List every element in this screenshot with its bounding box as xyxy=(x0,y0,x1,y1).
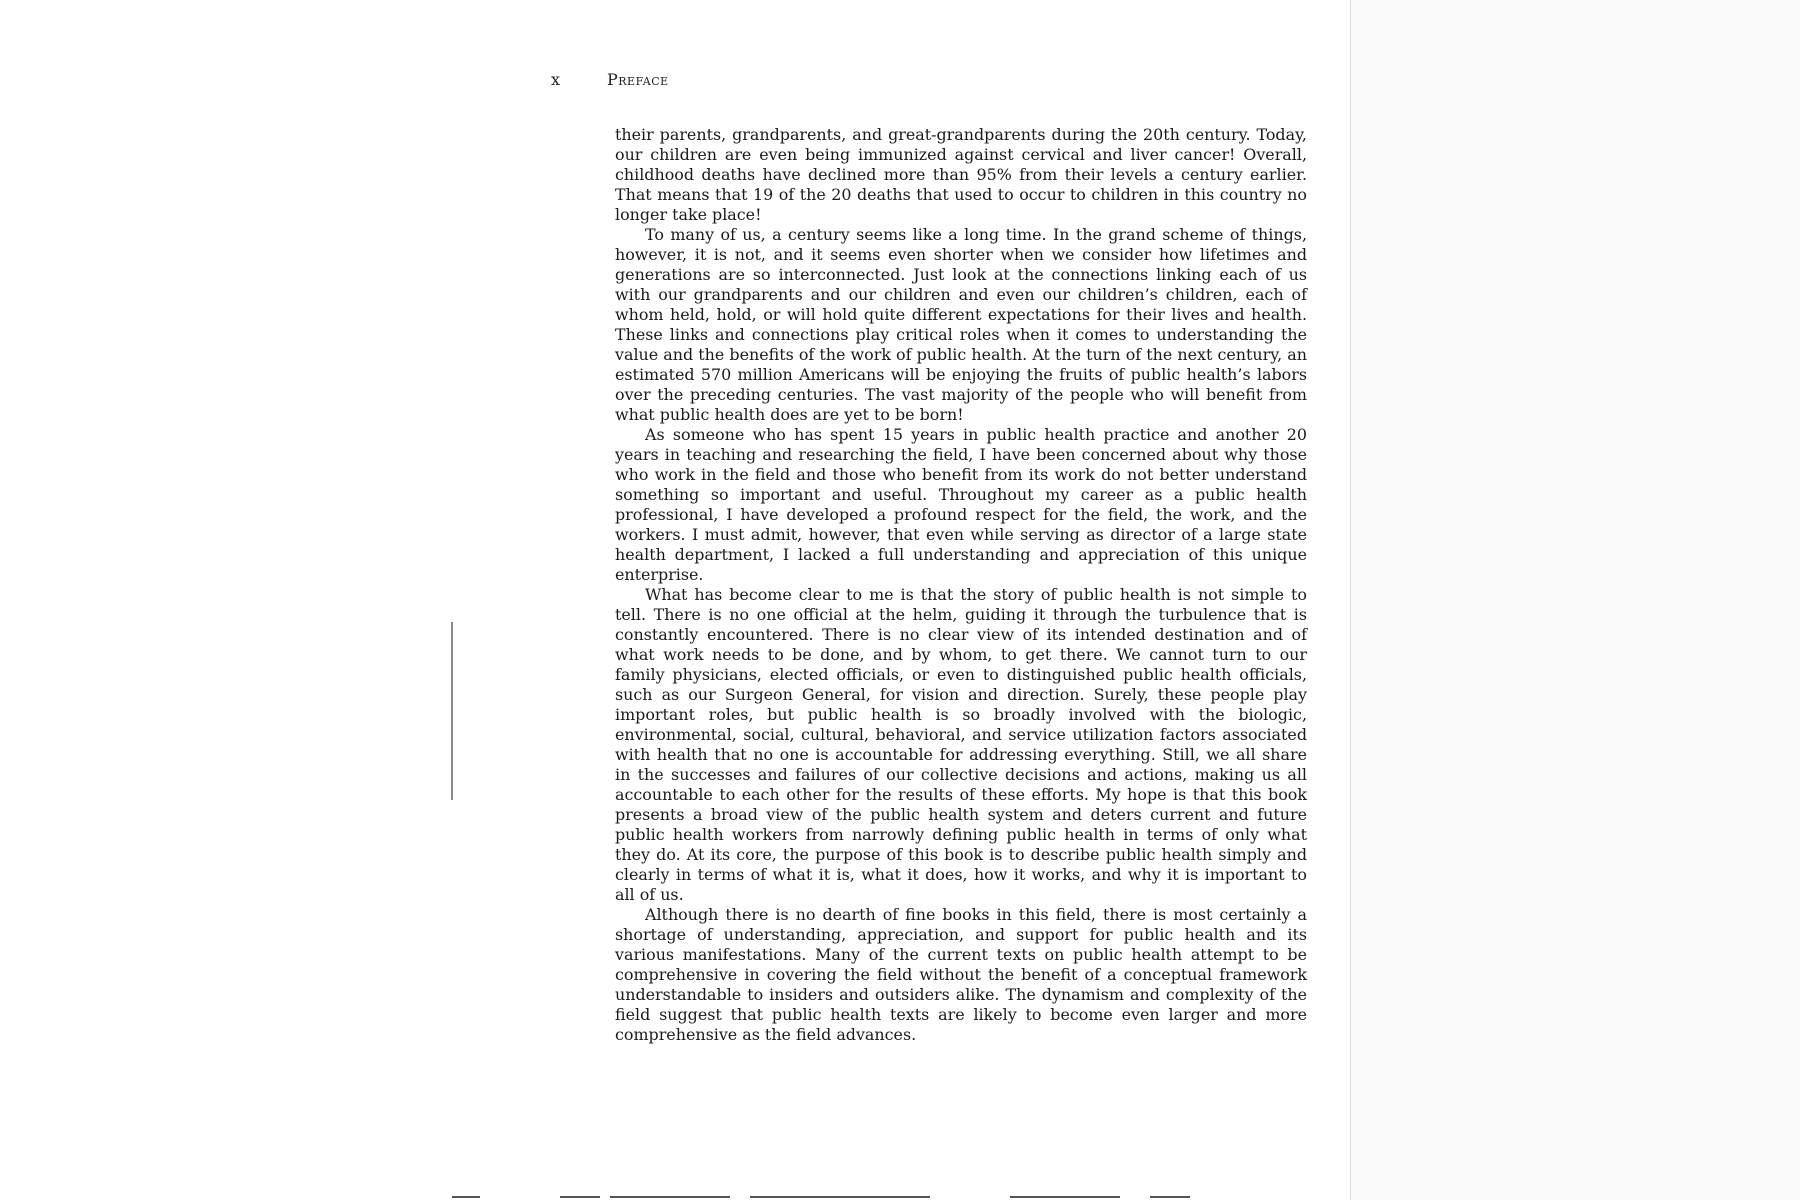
running-head: Preface xyxy=(607,70,669,89)
scan-mark xyxy=(1150,1196,1190,1198)
scan-mark xyxy=(452,1196,480,1198)
page-number: x xyxy=(551,70,561,89)
paragraph: To many of us, a century seems like a long time. In the grand scheme of things, however, it is not, and it seems even shorter when we consider how lifetimes and generations are so interconnected. Just look at the connections linking each of us with our grandparents and our children and even our children’s children, each of whom held, hold, or will hold quite different expectations for their lives and health. These links and connections play critical roles when it comes to understanding the value and the benefits of the work of public health. At the turn of the next century, an estimated 570 million Americans will be enjoying the fruits of public health’s labors over the preceding centuries. The vast majority of the people who will benefit from what public health does are yet to be born! xyxy=(615,225,1307,424)
paragraph: As someone who has spent 15 years in public health practice and another 20 years in teaching and researching the field, I have been concerned about why those who work in the field and those who benefit from its work do not better understand something so important and useful. Throughout my career as a public health professional, I have developed a profound respect for the field, the work, and the workers. I must admit, however, that even while serving as director of a large state health department, I lacked a full understanding and appreciation of this unique enterprise. xyxy=(615,425,1307,584)
scan-mark xyxy=(610,1196,730,1198)
scan-mark xyxy=(750,1196,930,1198)
paragraph: What has become clear to me is that the story of public health is not simple to tell. There is no one official at the helm, guiding it through the turbulence that is constantly encountered. There is no clear view of its intended destination and of what work needs to be done, and by whom, to get there. We cannot turn to our family physicians, elected officials, or even to distinguished public health officials, such as our Surgeon General, for vision and direction. Surely, these people play important roles, but public health is so broadly involved with the biologic, environmental, social, cultural, behavioral, and service utilization factors associated with health that no one is accountable for addressing everything. Still, we all share in the successes and failures of our collective decisions and actions, making us all accountable to each other for the results of these efforts. My hope is that this book presents a broad view of the public health system and deters current and future public health workers from narrowly defining public health in terms of only what they do. At its core, the purpose of this book is to describe public health simply and clearly in terms of what it is, what it does, how it works, and why it is important to all of us. xyxy=(615,585,1307,904)
paragraph-continued: their parents, grandparents, and great-grandparents during the 20th century. Today, our children are even being immunized against cervical and liver cancer! Overall, childhood deaths have declined more than 95% from their levels a century earlier. That means that 19 of the 20 deaths that used to occur to children in this country no longer take place! xyxy=(615,125,1307,224)
scan-edge-marks xyxy=(450,1196,1350,1199)
scan-mark xyxy=(1010,1196,1120,1198)
margin-rule xyxy=(451,622,453,800)
scan-mark xyxy=(560,1196,600,1198)
paragraph: Although there is no dearth of fine books in this field, there is most certainly a shortage of understanding, appreciation, and support for public health and its various manifestations. Many of the current texts on public health attempt to be comprehensive in covering the field without the benefit of a conceptual framework understandable to insiders and outsiders alike. The dynamism and complexity of the field suggest that public health texts are likely to become even larger and more comprehensive as the field advances. xyxy=(615,905,1307,1044)
adjacent-page-edge xyxy=(1350,0,1800,1200)
body-text xyxy=(615,125,1307,1045)
